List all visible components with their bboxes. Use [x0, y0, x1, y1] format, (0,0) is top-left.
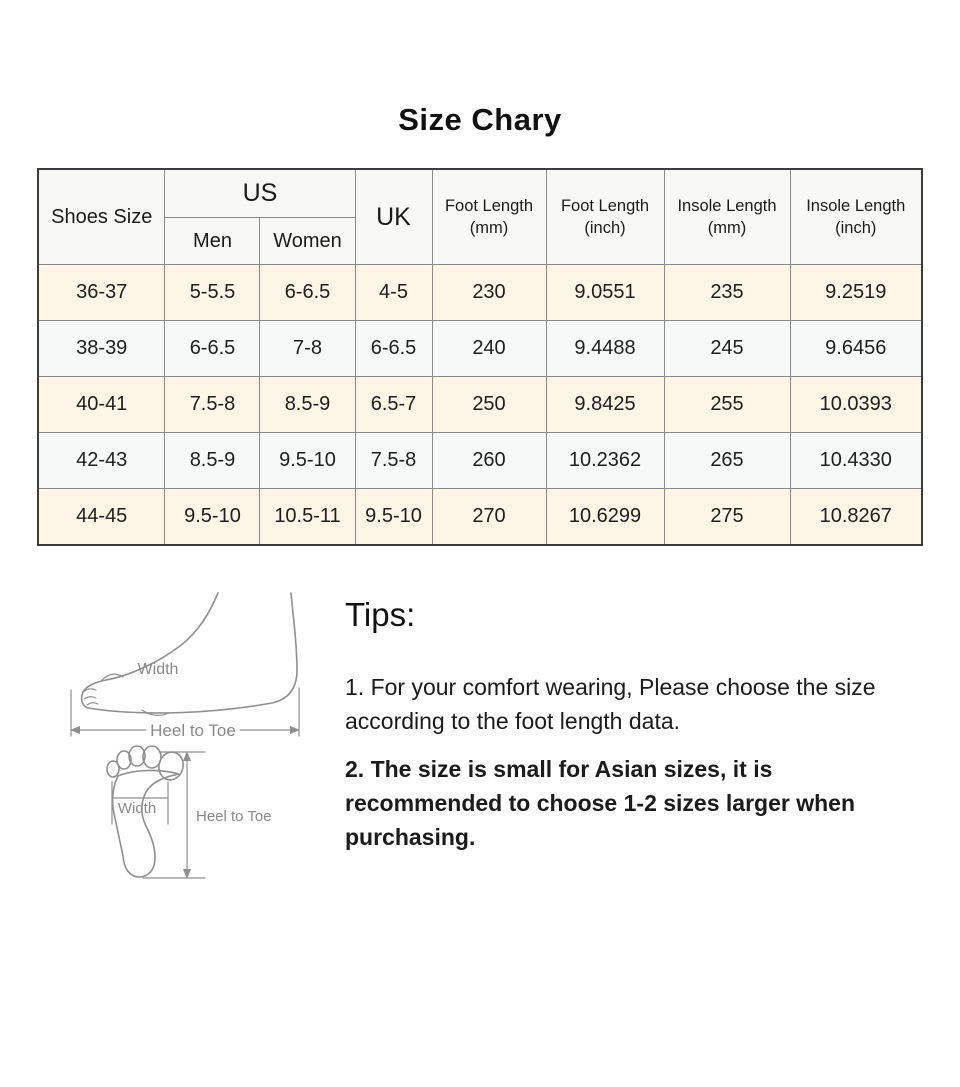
side-width-label: Width	[137, 661, 179, 678]
cell-uk: 7.5-8	[355, 433, 432, 489]
col-header-foot-length-mm-line1: Foot Length	[444, 197, 534, 215]
cell-insole-mm: 275	[664, 489, 790, 546]
cell-foot-mm: 270	[432, 489, 546, 546]
table-row	[38, 433, 922, 489]
cell-insole-inch: 9.6456	[790, 321, 922, 377]
tip-1: 1. For your comfort wearing, Please choose the size according to the foot length data.	[345, 674, 876, 734]
size-chart-table	[37, 168, 923, 546]
cell-foot-inch: 9.4488	[546, 321, 664, 377]
footprint-top-view-diagram	[83, 742, 333, 932]
cell-shoes-size: 44-45	[38, 489, 165, 546]
tip-2: 2. The size is small for Asian sizes, it is recommended to choose 1-2 sizes larger when purchasing.	[345, 756, 855, 850]
col-header-foot-length-mm	[432, 169, 546, 265]
col-header-insole-length-mm-line2: (mm)	[707, 219, 747, 237]
tips-heading: Tips:	[345, 596, 416, 633]
print-heel-to-toe-label: Heel to Toe	[196, 808, 272, 825]
cell-us-women: 9.5-10	[260, 433, 355, 489]
cell-us-men: 9.5-10	[165, 489, 260, 546]
col-header-insole-length-mm	[664, 169, 790, 265]
table-row	[38, 321, 922, 377]
cell-foot-inch: 9.0551	[546, 265, 664, 321]
col-header-insole-length-inch-line2: (inch)	[835, 219, 877, 237]
page-title: Size Chary	[398, 102, 562, 137]
cell-shoes-size: 42-43	[38, 433, 165, 489]
header-row-1	[38, 169, 922, 218]
col-header-us-women: Women	[260, 218, 355, 265]
col-header-uk: UK	[355, 169, 432, 265]
print-width-label: Width	[117, 800, 157, 817]
col-header-shoes-size: Shoes Size	[38, 169, 165, 265]
cell-foot-mm: 250	[432, 377, 546, 433]
cell-foot-mm: 230	[432, 265, 546, 321]
tips-section	[345, 596, 893, 854]
cell-insole-inch: 9.2519	[790, 265, 922, 321]
table-row	[38, 377, 922, 433]
cell-foot-inch: 9.8425	[546, 377, 664, 433]
table-row	[38, 489, 922, 546]
cell-us-women: 6-6.5	[260, 265, 355, 321]
cell-insole-inch: 10.0393	[790, 377, 922, 433]
cell-shoes-size: 38-39	[38, 321, 165, 377]
cell-us-women: 8.5-9	[260, 377, 355, 433]
col-header-foot-length-inch	[546, 169, 664, 265]
cell-us-women: 10.5-11	[260, 489, 355, 546]
foot-side-view-diagram	[50, 590, 350, 745]
cell-insole-mm: 245	[664, 321, 790, 377]
cell-shoes-size: 40-41	[38, 377, 165, 433]
cell-foot-mm: 240	[432, 321, 546, 377]
side-heel-to-toe-label: Heel to Toe	[150, 721, 236, 740]
cell-shoes-size: 36-37	[38, 265, 165, 321]
col-header-insole-length-inch-line1: Insole Length	[806, 197, 906, 215]
cell-us-men: 6-6.5	[165, 321, 260, 377]
cell-foot-mm: 260	[432, 433, 546, 489]
bottom-section	[0, 590, 960, 990]
cell-insole-inch: 10.4330	[790, 433, 922, 489]
col-header-insole-length-inch	[790, 169, 922, 265]
col-header-insole-length-mm-line1: Insole Length	[677, 197, 777, 215]
cell-insole-inch: 10.8267	[790, 489, 922, 546]
cell-us-men: 7.5-8	[165, 377, 260, 433]
col-header-us: US	[165, 169, 355, 218]
col-header-foot-length-inch-line2: (inch)	[584, 219, 626, 237]
col-header-foot-length-inch-line1: Foot Length	[560, 197, 650, 215]
cell-uk: 6.5-7	[355, 377, 432, 433]
table-row	[38, 265, 922, 321]
cell-us-women: 7-8	[260, 321, 355, 377]
cell-insole-mm: 265	[664, 433, 790, 489]
cell-us-men: 8.5-9	[165, 433, 260, 489]
cell-foot-inch: 10.2362	[546, 433, 664, 489]
col-header-us-men: Men	[165, 218, 260, 265]
cell-uk: 6-6.5	[355, 321, 432, 377]
cell-foot-inch: 10.6299	[546, 489, 664, 546]
cell-insole-mm: 235	[664, 265, 790, 321]
cell-insole-mm: 255	[664, 377, 790, 433]
col-header-foot-length-mm-line2: (mm)	[469, 219, 509, 237]
cell-uk: 9.5-10	[355, 489, 432, 546]
cell-us-men: 5-5.5	[165, 265, 260, 321]
cell-uk: 4-5	[355, 265, 432, 321]
